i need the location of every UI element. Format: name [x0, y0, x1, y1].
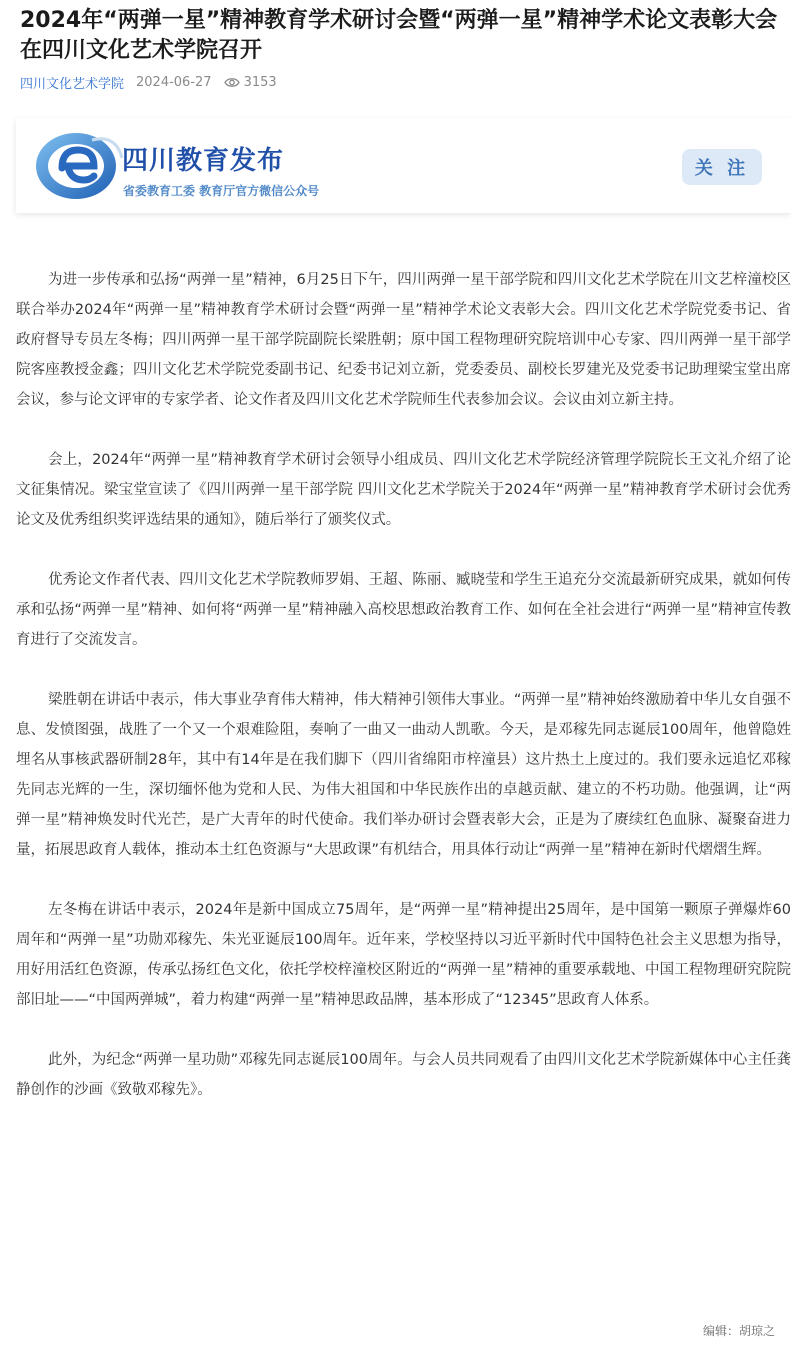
article-source-link[interactable]: 四川文化艺术学院	[20, 76, 125, 92]
eye-icon	[224, 77, 240, 88]
article-paragraph: 会上，2024年“两弹一星”精神教育学术研讨会领导小组成员、四川文化艺术学院经济管理学院院长王文礼介绍了论文征集情况。梁宝堂宣读了《四川两弹一星干部学院 四川文化艺术学院关于2024年“两弹一星”精神教育学术研讨会优秀论文及优秀组织奖评选结果的通知》，随后举行了颁奖仪式。	[16, 452, 791, 528]
article-paragraph: 优秀论文作者代表、四川文化艺术学院教师罗娟、王超、陈丽、臧晓莹和学生王追充分交流最新研究成果，就如何传承和弘扬“两弹一星”精神、如何将“两弹一星”精神融入高校思想政治教育工作、如何在全社会进行“两弹一星”精神宣传教育进行了交流发言。	[16, 572, 791, 648]
follow-button[interactable]: 关 注	[682, 149, 762, 185]
account-name: 四川教育发布	[122, 146, 285, 176]
account-card[interactable]	[16, 118, 791, 213]
editor-credit: 编辑：胡琼之	[702, 1324, 775, 1338]
letter-e-logo-icon	[32, 128, 126, 204]
article-body	[16, 265, 791, 1135]
article-date: 2024-06-27	[136, 74, 212, 90]
article-paragraph: 此外，为纪念“两弹一星功勋”邓稼先同志诞辰100周年。与会人员共同观看了由四川文化艺术学院新媒体中心主任龚静创作的沙画《致敬邓稼先》。	[16, 1052, 791, 1098]
article-paragraph: 为进一步传承和弘扬“两弹一星”精神，6月25日下午，四川两弹一星干部学院和四川文化艺术学院在川文艺梓潼校区联合举办2024年“两弹一星”精神教育学术研讨会暨“两弹一星”精神学术论文表彰大会。四川文化艺术学院党委书记、省政府督导专员左冬梅；四川两弹一星干部学院副院长梁胜朝；原中国工程物理研究院培训中心专家、四川两弹一星干部学院客座教授金鑫；四川文化艺术学院党委副书记、纪委书记刘立新，党委委员、副校长罗建光及党委书记助理梁宝堂出席会议，参与论文评审的专家学者、论文作者及四川文化艺术学院师生代表参加会议。会议由刘立新主持。	[16, 272, 791, 408]
account-subtitle: 省委教育工委 教育厅官方微信公众号	[123, 184, 320, 198]
view-count-value: 3153	[243, 74, 277, 90]
article-title: 2024年“两弹一星”精神教育学术研讨会暨“两弹一星”精神学术论文表彰大会在四川文化艺术学院召开	[20, 8, 778, 63]
article-paragraph: 梁胜朝在讲话中表示，伟大事业孕育伟大精神，伟大精神引领伟大事业。“两弹一星”精神始终激励着中华儿女自强不息、发愤图强，战胜了一个又一个艰难险阻，奏响了一曲又一曲动人凯歌。今天，是邓稼先同志诞辰100周年，他曾隐姓埋名从事核武器研制28年，其中有14年是在我们脚下（四川省绵阳市梓潼县）这片热土上度过的。我们要永远追忆邓稼先同志光辉的一生，深切缅怀他为党和人民、为伟大祖国和中华民族作出的卓越贡献、建立的不朽功勋。他强调，让“两弹一星”精神焕发时代光芒，是广大青年的时代使命。我们举办研讨会暨表彰大会，正是为了赓续红色血脉、凝聚奋进力量，拓展思政育人载体，推动本土红色资源与“大思政课”有机结合，用具体行动让“两弹一星”精神在新时代熠熠生辉。	[16, 692, 791, 858]
article-meta	[20, 73, 277, 91]
article-paragraph: 左冬梅在讲话中表示，2024年是新中国成立75周年，是“两弹一星”精神提出25周年，是中国第一颗原子弹爆炸60周年和“两弹一星”功勋邓稼先、朱光亚诞辰100周年。近年来，学校坚持以习近平新时代中国特色社会主义思想为指导，用好用活红色资源，传承弘扬红色文化，依托学校梓潼校区附近的“两弹一星”精神的重要承载地、中国工程物理研究院院部旧址——“中国两弹城”，着力构建“两弹一星”精神思政品牌，基本形成了“12345”思政育人体系。	[16, 902, 791, 1008]
view-count	[224, 75, 277, 90]
